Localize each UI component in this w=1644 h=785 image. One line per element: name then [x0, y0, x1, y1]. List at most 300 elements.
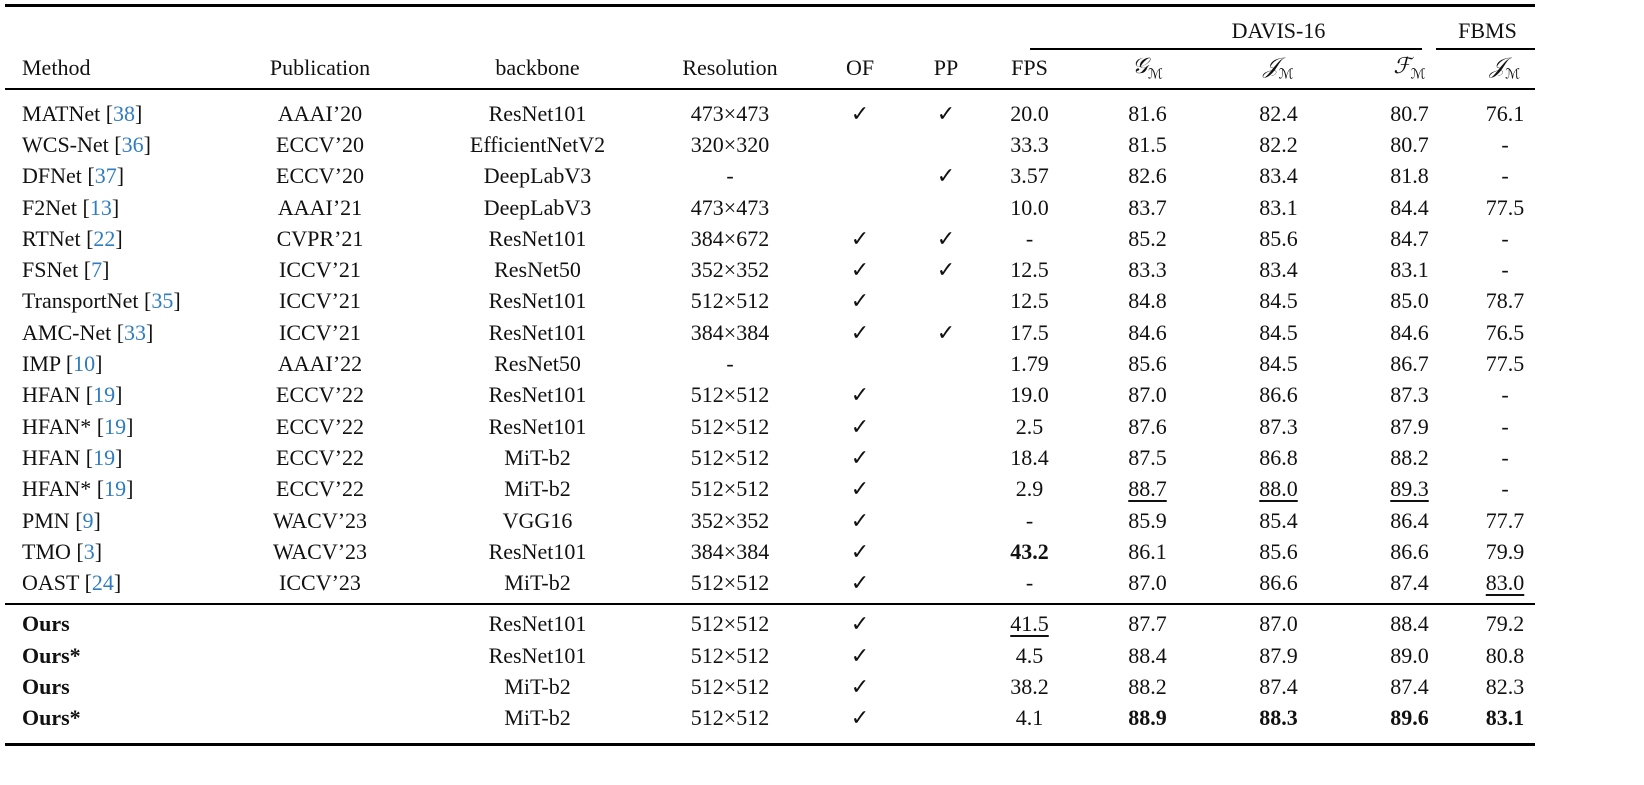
fps-cell	[977, 411, 1082, 442]
pp-cell	[915, 474, 977, 505]
publication-value: ECCV’22	[276, 444, 364, 470]
fbms-j-value: 80.8	[1485, 642, 1525, 668]
citation-link[interactable]: 19	[93, 444, 116, 470]
method-cell: WCS-Net [36]	[22, 131, 151, 157]
header-label: backbone	[495, 55, 580, 80]
pp-cell	[915, 161, 977, 192]
fps-cell	[977, 442, 1082, 473]
resolution-value: 512×512	[690, 570, 770, 596]
method-cell: DFNet [37]	[22, 163, 125, 189]
metric-subscript: ℳ	[1505, 66, 1521, 83]
backbone-cell	[420, 703, 655, 734]
metric-subscript: ℳ	[1147, 66, 1163, 83]
fbms-j-value: -	[1501, 413, 1509, 439]
method-cell	[5, 640, 220, 671]
backbone-value: MiT-b2	[504, 705, 571, 731]
davis-j-cell	[1213, 317, 1344, 348]
method-cell: HFAN [19]	[22, 444, 123, 470]
citation-link[interactable]: 19	[104, 476, 127, 502]
citation-link[interactable]: 22	[93, 225, 116, 251]
fps-cell	[977, 505, 1082, 536]
resolution-cell	[655, 380, 805, 411]
method-name: PMN	[22, 507, 70, 533]
fbms-j-cell	[1475, 317, 1535, 348]
davis-g-value: 84.6	[1128, 319, 1167, 345]
method-cell: AMC-Net [33]	[22, 319, 154, 345]
backbone-cell	[420, 88, 655, 129]
publication-cell	[220, 536, 420, 567]
publication-value: ICCV’21	[279, 288, 361, 314]
backbone-value: ResNet101	[488, 100, 587, 126]
backbone-cell	[420, 567, 655, 598]
publication-cell	[220, 223, 420, 254]
davis-g-value: 81.5	[1128, 131, 1167, 157]
fbms-j-value: 78.7	[1485, 288, 1525, 314]
davis-g-value: 87.0	[1128, 382, 1167, 408]
fps-cell	[977, 161, 1082, 192]
resolution-cell	[655, 640, 805, 671]
of-cell	[805, 286, 915, 317]
backbone-cell	[420, 599, 655, 640]
backbone-cell	[420, 348, 655, 379]
davis-f-value: 84.7	[1390, 225, 1429, 251]
pp-cell	[915, 671, 977, 702]
method-name: MATNet	[22, 100, 101, 126]
fps-value: 18.4	[1010, 444, 1049, 470]
fps-cell	[977, 129, 1082, 160]
davis-f-cell	[1344, 161, 1475, 192]
pp-cell	[915, 129, 977, 160]
of-cell	[805, 380, 915, 411]
method-name: HFAN	[22, 382, 81, 408]
resolution-value: 473×473	[690, 100, 770, 126]
davis-j-cell	[1213, 380, 1344, 411]
resolution-value: 512×512	[690, 476, 770, 502]
header-resolution	[655, 48, 805, 88]
davis-f-value: 88.4	[1390, 611, 1429, 637]
davis-g-value: 87.0	[1128, 570, 1167, 596]
davis-f-cell	[1344, 505, 1475, 536]
method-cell: TMO [3]	[22, 538, 103, 564]
backbone-cell	[420, 536, 655, 567]
pp-cell	[915, 703, 977, 734]
backbone-value: ResNet50	[494, 351, 581, 377]
backbone-value: MiT-b2	[504, 673, 571, 699]
resolution-cell	[655, 286, 805, 317]
of-cell	[805, 317, 915, 348]
publication-value: ICCV’23	[279, 570, 361, 596]
metric-symbol	[1489, 54, 1521, 83]
backbone-value: ResNet50	[494, 257, 581, 283]
resolution-cell	[655, 348, 805, 379]
davis-f-cell	[1344, 348, 1475, 379]
check-icon: ✓	[850, 413, 870, 439]
backbone-cell	[420, 223, 655, 254]
resolution-value: 320×320	[690, 131, 770, 157]
fbms-j-cell	[1475, 671, 1535, 702]
metric-subscript: ℳ	[1278, 66, 1294, 83]
resolution-value: 352×352	[690, 507, 770, 533]
resolution-value: -	[726, 351, 734, 377]
publication-cell	[220, 599, 420, 640]
davis-j-cell	[1213, 640, 1344, 671]
davis-j-cell	[1213, 567, 1344, 598]
of-cell	[805, 567, 915, 598]
of-cell	[805, 192, 915, 223]
resolution-cell	[655, 192, 805, 223]
citation-link[interactable]: 36	[121, 131, 144, 157]
citation-link[interactable]: 35	[151, 288, 174, 314]
metric-letter: ℱ	[1393, 54, 1411, 80]
pp-cell	[915, 348, 977, 379]
check-icon: ✓	[850, 100, 870, 126]
pp-cell	[915, 536, 977, 567]
citation-link[interactable]: 13	[89, 194, 112, 220]
method-cell: MATNet [38]	[22, 100, 143, 126]
fbms-j-cell	[1475, 380, 1535, 411]
davis-f-value: 87.4	[1390, 570, 1429, 596]
resolution-value: 512×512	[690, 673, 770, 699]
resolution-cell	[655, 254, 805, 285]
of-cell	[805, 442, 915, 473]
of-cell	[805, 703, 915, 734]
of-cell	[805, 223, 915, 254]
fbms-j-cell	[1475, 505, 1535, 536]
fps-value: -	[1025, 225, 1034, 251]
method-cell: PMN [9]	[22, 507, 101, 533]
method-cell: FSNet [7]	[22, 257, 110, 283]
davis-f-value: 87.3	[1390, 382, 1429, 408]
backbone-cell	[420, 640, 655, 671]
davis-j-value: 84.5	[1259, 319, 1298, 345]
method-name: IMP	[22, 351, 61, 377]
header-pp	[915, 48, 977, 88]
publication-cell	[220, 348, 420, 379]
fps-value: 20.0	[1010, 100, 1049, 126]
resolution-value: 512×512	[690, 288, 770, 314]
method-cell: RTNet [22]	[22, 225, 123, 251]
davis-g-value: 87.7	[1128, 611, 1167, 637]
publication-value: WACV’23	[272, 507, 368, 533]
check-icon: ✓	[850, 642, 870, 668]
davis-g-cell	[1082, 703, 1213, 734]
fps-value: 43.2	[1010, 538, 1049, 564]
davis-f-cell	[1344, 671, 1475, 702]
resolution-cell	[655, 671, 805, 702]
method-name: FSNet	[22, 257, 79, 283]
method-cell: HFAN [19]	[22, 382, 123, 408]
davis-f-value: 84.4	[1390, 194, 1429, 220]
method-name: WCS-Net	[22, 131, 109, 157]
publication-value: AAAI’20	[277, 100, 363, 126]
pp-cell	[915, 380, 977, 411]
check-icon: ✓	[850, 705, 870, 731]
publication-value: ECCV’20	[276, 131, 364, 157]
publication-cell	[220, 671, 420, 702]
backbone-value: ResNet101	[488, 538, 587, 564]
davis-j-value: 85.4	[1259, 507, 1298, 533]
citation-link[interactable]: 24	[91, 570, 114, 596]
davis-j-cell	[1213, 505, 1344, 536]
publication-cell	[220, 411, 420, 442]
of-cell	[805, 671, 915, 702]
davis-g-cell	[1082, 671, 1213, 702]
header-label: Method	[22, 55, 91, 80]
davis-f-cell	[1344, 129, 1475, 160]
table-row	[5, 599, 1535, 640]
davis-g-value: 83.3	[1128, 257, 1167, 283]
backbone-cell	[420, 671, 655, 702]
method-name: TransportNet	[22, 288, 139, 314]
metric-symbol	[1263, 54, 1294, 83]
backbone-value: ResNet101	[488, 413, 587, 439]
davis-f-value: 88.2	[1390, 444, 1429, 470]
method-cell	[5, 599, 220, 640]
davis-j-cell	[1213, 286, 1344, 317]
publication-cell	[220, 254, 420, 285]
citation-link[interactable]: 10	[73, 351, 96, 377]
resolution-value: 384×672	[690, 225, 770, 251]
davis-header: DAVIS-16	[1231, 18, 1326, 43]
backbone-value: MiT-b2	[504, 476, 571, 502]
publication-cell	[220, 161, 420, 192]
fps-cell	[977, 223, 1082, 254]
davis-f-value: 83.1	[1390, 257, 1429, 283]
davis-f-value: 86.7	[1390, 351, 1429, 377]
method-name: Ours	[22, 673, 70, 699]
resolution-cell	[655, 317, 805, 348]
table-row	[5, 671, 1535, 702]
citation-link[interactable]: 38	[113, 100, 136, 126]
davis-f-cell	[1344, 88, 1475, 129]
header-f	[1344, 48, 1475, 88]
pp-cell	[915, 640, 977, 671]
fps-value: 33.3	[1010, 131, 1049, 157]
of-cell	[805, 599, 915, 640]
resolution-value: -	[726, 163, 734, 189]
citation-link[interactable]: 7	[91, 257, 103, 283]
publication-cell	[220, 703, 420, 734]
of-cell	[805, 640, 915, 671]
fps-value: 17.5	[1010, 319, 1049, 345]
pp-cell	[915, 505, 977, 536]
method-cell	[5, 671, 220, 702]
backbone-cell	[420, 254, 655, 285]
fbms-j-value: 76.1	[1485, 100, 1525, 126]
davis-g-value: 84.8	[1128, 288, 1167, 314]
citation-link[interactable]: 3	[83, 538, 95, 564]
of-cell	[805, 474, 915, 505]
check-icon: ✓	[850, 288, 870, 314]
davis-j-value: 83.4	[1259, 163, 1298, 189]
method-cell: OAST [24]	[22, 570, 122, 596]
backbone-value: ResNet101	[488, 611, 587, 637]
method-name: HFAN	[22, 444, 81, 470]
publication-value: ECCV’22	[276, 382, 364, 408]
fbms-j-cell	[1475, 703, 1535, 734]
backbone-value: EfficientNetV2	[469, 131, 606, 157]
fps-value: 19.0	[1010, 382, 1049, 408]
davis-f-cell	[1344, 286, 1475, 317]
publication-value: AAAI’21	[277, 194, 363, 220]
davis-f-value: 86.4	[1390, 507, 1429, 533]
metric-letter: 𝒢	[1132, 54, 1148, 80]
resolution-cell	[655, 599, 805, 640]
fbms-j-cell	[1475, 286, 1535, 317]
backbone-cell	[420, 505, 655, 536]
resolution-cell	[655, 567, 805, 598]
davis-f-cell	[1344, 411, 1475, 442]
resolution-cell	[655, 88, 805, 129]
fps-cell	[977, 536, 1082, 567]
check-icon: ✓	[936, 257, 956, 283]
table-row	[5, 254, 1535, 285]
fbms-j-value: 79.2	[1485, 611, 1525, 637]
bottom-rule	[5, 743, 1535, 746]
backbone-value: MiT-b2	[504, 570, 571, 596]
resolution-cell	[655, 223, 805, 254]
davis-f-cell	[1344, 599, 1475, 640]
method-name: HFAN*	[22, 476, 92, 502]
publication-value: ICCV’21	[279, 319, 361, 345]
fbms-j-cell	[1475, 129, 1535, 160]
citation-link[interactable]: 19	[93, 382, 116, 408]
publication-cell	[220, 317, 420, 348]
metric-letter: 𝒥	[1263, 54, 1279, 80]
davis-g-value: 85.2	[1128, 225, 1167, 251]
backbone-cell	[420, 380, 655, 411]
publication-value: WACV’23	[272, 538, 368, 564]
table-row	[5, 380, 1535, 411]
fps-cell	[977, 286, 1082, 317]
publication-value: CVPR’21	[276, 225, 364, 251]
davis-g-cell	[1082, 317, 1213, 348]
fbms-j-value: -	[1501, 131, 1509, 157]
metric-symbol	[1132, 54, 1163, 83]
table-row	[5, 88, 1535, 129]
resolution-value: 512×512	[690, 642, 770, 668]
fps-value: 38.2	[1010, 673, 1049, 699]
davis-j-value: 86.6	[1259, 382, 1298, 408]
davis-j-cell	[1213, 129, 1344, 160]
fps-value: 12.5	[1010, 288, 1049, 314]
fps-value: -	[1025, 507, 1034, 533]
method-cell	[5, 703, 220, 734]
resolution-value: 384×384	[690, 538, 770, 564]
fbms-j-value: 77.7	[1485, 507, 1525, 533]
davis-f-cell	[1344, 192, 1475, 223]
davis-f-cell	[1344, 536, 1475, 567]
pp-cell	[915, 317, 977, 348]
check-icon: ✓	[850, 319, 870, 345]
davis-g-cell	[1082, 599, 1213, 640]
fbms-j-value: -	[1501, 225, 1509, 251]
check-icon: ✓	[850, 444, 870, 470]
resolution-cell	[655, 411, 805, 442]
publication-cell	[220, 505, 420, 536]
davis-j-value: 88.3	[1259, 705, 1298, 731]
publication-cell	[220, 442, 420, 473]
fbms-j-value: -	[1501, 257, 1509, 283]
header-j	[1213, 48, 1344, 88]
resolution-value: 473×473	[690, 194, 770, 220]
pp-cell	[915, 411, 977, 442]
method-cell: TransportNet [35]	[22, 288, 181, 314]
backbone-value: ResNet101	[488, 225, 587, 251]
publication-cell	[220, 129, 420, 160]
method-name: Ours*	[22, 642, 81, 668]
method-name: Ours	[22, 611, 70, 637]
publication-cell	[220, 88, 420, 129]
header-publication	[220, 48, 420, 88]
davis-j-cell	[1213, 536, 1344, 567]
fbms-j-cell	[1475, 88, 1535, 129]
top-rule	[5, 4, 1535, 7]
pp-cell	[915, 254, 977, 285]
davis-g-value: 88.4	[1128, 642, 1167, 668]
header-label: PP	[933, 55, 959, 80]
resolution-cell	[655, 505, 805, 536]
davis-j-value: 84.5	[1259, 351, 1298, 377]
publication-value: AAAI’22	[277, 351, 363, 377]
backbone-value: DeepLabV3	[483, 194, 592, 220]
davis-g-cell	[1082, 411, 1213, 442]
table-row	[5, 286, 1535, 317]
davis-g-cell	[1082, 161, 1213, 192]
citation-link[interactable]: 33	[124, 319, 147, 345]
pp-cell	[915, 286, 977, 317]
fps-value: 4.1	[1015, 705, 1044, 731]
method-name: TMO	[22, 538, 71, 564]
header-fps	[977, 48, 1082, 88]
fps-value: 41.5	[1010, 611, 1049, 637]
publication-cell	[220, 640, 420, 671]
table-row	[5, 505, 1535, 536]
resolution-value: 512×512	[690, 444, 770, 470]
davis-f-value: 85.0	[1390, 288, 1429, 314]
fps-value: 10.0	[1010, 194, 1049, 220]
table-row	[5, 640, 1535, 671]
header-fbms-j	[1475, 48, 1535, 88]
resolution-cell	[655, 129, 805, 160]
davis-g-value: 85.9	[1128, 507, 1167, 533]
fbms-j-value: -	[1501, 476, 1509, 502]
davis-f-cell	[1344, 223, 1475, 254]
citation-link[interactable]: 19	[104, 413, 127, 439]
citation-link[interactable]: 9	[82, 507, 94, 533]
header-label: Resolution	[682, 55, 778, 80]
fbms-j-value: 82.3	[1485, 673, 1525, 699]
fbms-j-cell	[1475, 442, 1535, 473]
table-row	[5, 703, 1535, 734]
table-row	[5, 129, 1535, 160]
fbms-j-value: 77.5	[1485, 351, 1525, 377]
header-g	[1082, 48, 1213, 88]
fps-value: 3.57	[1010, 163, 1049, 189]
davis-f-value: 84.6	[1390, 319, 1429, 345]
backbone-value: ResNet101	[488, 382, 587, 408]
table-row	[5, 348, 1535, 379]
method-cell: IMP [10]	[22, 351, 103, 377]
of-cell	[805, 161, 915, 192]
citation-link[interactable]: 37	[94, 163, 117, 189]
davis-f-value: 80.7	[1390, 100, 1429, 126]
davis-f-cell	[1344, 640, 1475, 671]
table-row	[5, 442, 1535, 473]
header-row	[5, 48, 1535, 88]
resolution-value: 512×512	[690, 705, 770, 731]
fbms-j-cell	[1475, 474, 1535, 505]
